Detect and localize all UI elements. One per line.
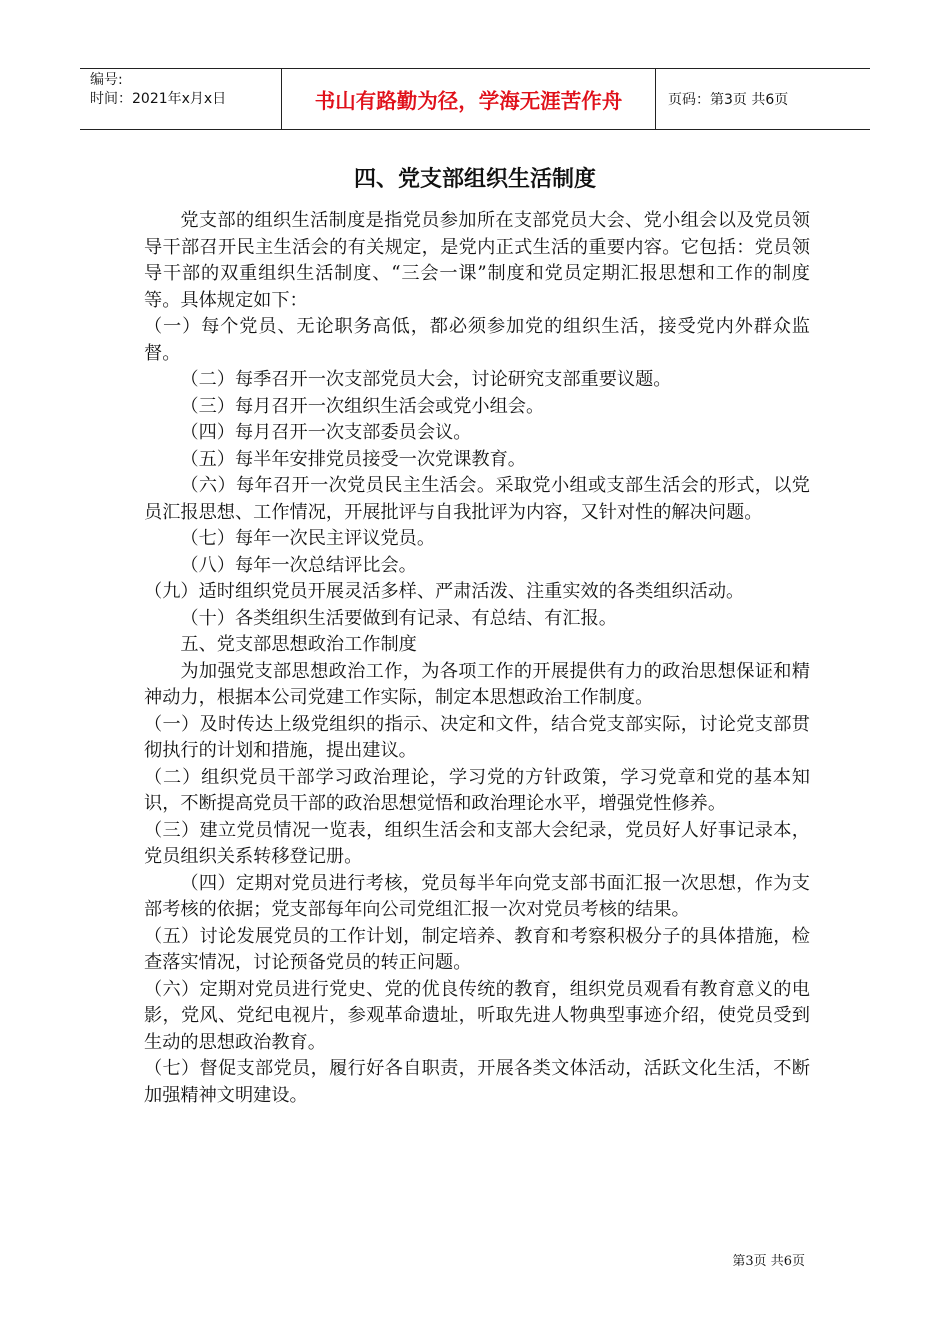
paragraph: （九）适时组织党员开展灵活多样、严肃活泼、注重实效的各类组织活动。 [144,581,745,602]
section-title: 四、党支部组织生活制度 [353,167,596,192]
page-footer: 第3页 共6页 [732,1254,805,1269]
paragraph: （二）组织党员干部学习政治理论，学习党的方针政策，学习党章和党的基本知识，不断提高党员干部的政治思想觉悟和政治理论水平，增强党性修养。 [144,766,810,814]
page-header [80,68,870,130]
paragraph: （十）各类组织生活要做到有记录、有总结、有汇报。 [180,607,617,629]
header-page-number: 页码：第3页 共6页 [668,92,789,108]
section-subtitle: 五、党支部思想政治工作制度 [180,634,417,655]
paragraph: （四）每月召开一次支部委员会议。 [180,422,472,443]
paragraph: （一）及时传达上级党组织的指示、决定和文件，结合党支部实际，讨论党支部贯彻执行的计划和措施，提出建议。 [144,713,810,761]
document-time-label: 时间：2021年x月x日 [90,91,227,107]
paragraph: （五）讨论发展党员的工作计划，制定培养、教育和考察积极分子的具体措施，检查落实情况，讨论预备党员的转正问题。 [144,925,810,973]
paragraph: （一）每个党员、无论职务高低，都必须参加党的组织生活，接受党内外群众监督。 [144,316,810,364]
paragraph: （三）每月召开一次组织生活会或党小组会。 [180,395,545,417]
paragraph: （六）定期对党员进行党史、党的优良传统的教育，组织党员观看有教育意义的电影，党风、党纪电视片，参观革命遗址，听取先进人物典型事迹介绍，使党员受到生动的思想政治教育。 [144,978,810,1053]
paragraph: （四）定期对党员进行考核，党员每半年向党支部书面汇报一次思想，作为支部考核的依据；党支部每年向公司党组汇报一次对党员考核的结果。 [144,872,810,920]
header-motto: 书山有路勤为径，学海无涯苦作舟 [282,69,656,129]
document-body [144,208,810,1109]
paragraph-intro: 党支部的组织生活制度是指党员参加所在支部党员大会、党小组会以及党员领导干部召开民主生活会的有关规定，是党内正式生活的重要内容。它包括：党员领导干部的双重组织生活制度、“三会一课”制度和党员定期汇报思想和工作的制度等。具体规定如下： [144,210,810,311]
paragraph: （三）建立党员情况一览表，组织生活会和支部大会纪录，党员好人好事记录本，党员组织关系转移登记册。 [144,819,810,867]
header-meta [80,69,282,129]
paragraph: 为加强党支部思想政治工作，为各项工作的开展提供有力的政治思想保证和精神动力，根据本公司党建工作实际，制定本思想政治工作制度。 [144,660,810,708]
paragraph: （二）每季召开一次支部党员大会，讨论研究支部重要议题。 [180,369,672,390]
paragraph: （六）每年召开一次党员民主生活会。采取党小组或支部生活会的形式，以党员汇报思想、工作情况，开展批评与自我批评为内容，又针对性的解决问题。 [144,475,810,523]
paragraph: （七）督促支部党员，履行好各自职责，开展各类文体活动，活跃文化生活，不断加强精神文明建设。 [144,1058,810,1106]
paragraph: （五）每半年安排党员接受一次党课教育。 [180,448,526,470]
paragraph: （七）每年一次民主评议党员。 [180,528,436,549]
paragraph: （八）每年一次总结评比会。 [180,554,417,576]
document-number-label: 编号: [90,72,123,88]
